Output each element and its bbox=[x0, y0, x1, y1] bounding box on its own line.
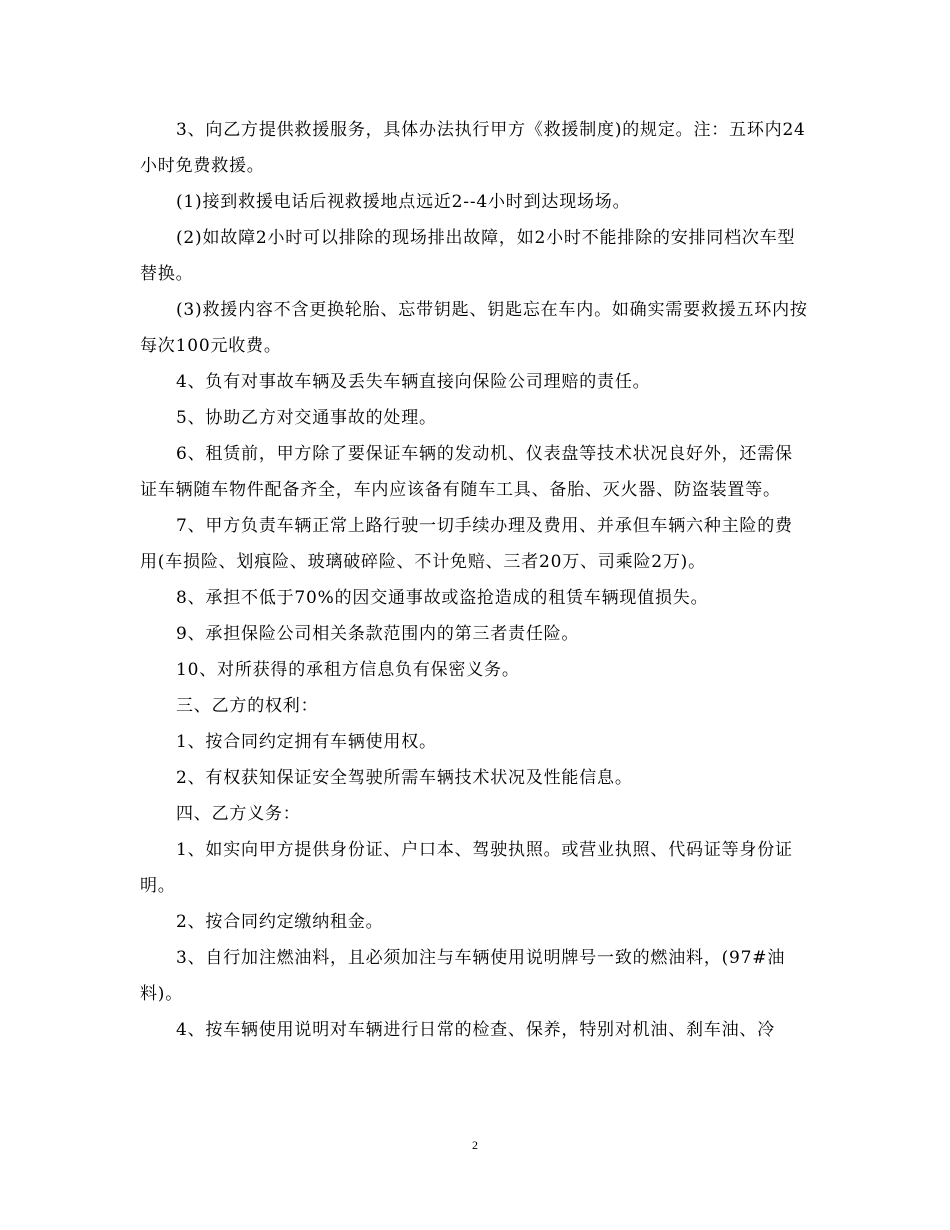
paragraph: 4、按车辆使用说明对车辆进行日常的检查、保养，特别对机油、刹车油、冷 bbox=[176, 1020, 776, 1040]
section-heading: 四、乙方义务： bbox=[176, 804, 301, 824]
paragraph: 3、向乙方提供救援服务，具体办法执行甲方《救援制度)的规定。注：五环内24小时免费救援。 bbox=[140, 120, 806, 176]
paragraph: 2、有权获知保证安全驾驶所需车辆技术状况及性能信息。 bbox=[176, 768, 633, 788]
paragraph: 2、按合同约定缴纳租金。 bbox=[176, 912, 384, 932]
paragraph: 8、承担不低于70%的因交通事故或盗抢造成的租赁车辆现值损失。 bbox=[176, 588, 709, 608]
paragraph: 4、负有对事故车辆及丢失车辆直接向保险公司理赔的责任。 bbox=[176, 372, 651, 392]
paragraph: 7、甲方负责车辆正常上路行驶一切手续办理及费用、并承但车辆六种主险的费用(车损险、划痕险、玻璃破碎险、不计免赔、三者20万、司乘险2万)。 bbox=[140, 516, 793, 572]
paragraph: 3、自行加注燃油料，且必须加注与车辆使用说明牌号一致的燃油料，(97#油料)。 bbox=[140, 948, 786, 1004]
paragraph: 1、如实向甲方提供身份证、户口本、驾驶执照。或营业执照、代码证等身份证明。 bbox=[140, 840, 793, 896]
paragraph: (3)救援内容不含更换轮胎、忘带钥匙、钥匙忘在车内。如确实需要救援五环内按每次100元收费。 bbox=[140, 300, 808, 356]
paragraph: 6、租赁前，甲方除了要保证车辆的发动机、仪表盘等技术状况良好外，还需保证车辆随车物件配备齐全，车内应该备有随车工具、备胎、灭火器、防盗装置等。 bbox=[140, 444, 793, 500]
document-body bbox=[140, 112, 810, 1048]
paragraph: 10、对所获得的承租方信息负有保密义务。 bbox=[176, 660, 520, 680]
paragraph: (2)如故障2小时可以排除的现场排出故障，如2小时不能排除的安排同档次车型替换。 bbox=[140, 228, 796, 284]
paragraph: 9、承担保险公司相关条款范围内的第三者责任险。 bbox=[176, 624, 580, 644]
page-number: 2 bbox=[472, 1138, 478, 1152]
paragraph: (1)接到救援电话后视救援地点远近2--4小时到达现场场。 bbox=[176, 192, 631, 212]
section-heading: 三、乙方的权利： bbox=[176, 696, 319, 716]
paragraph: 1、按合同约定拥有车辆使用权。 bbox=[176, 732, 437, 752]
paragraph: 5、协助乙方对交通事故的处理。 bbox=[176, 408, 437, 428]
